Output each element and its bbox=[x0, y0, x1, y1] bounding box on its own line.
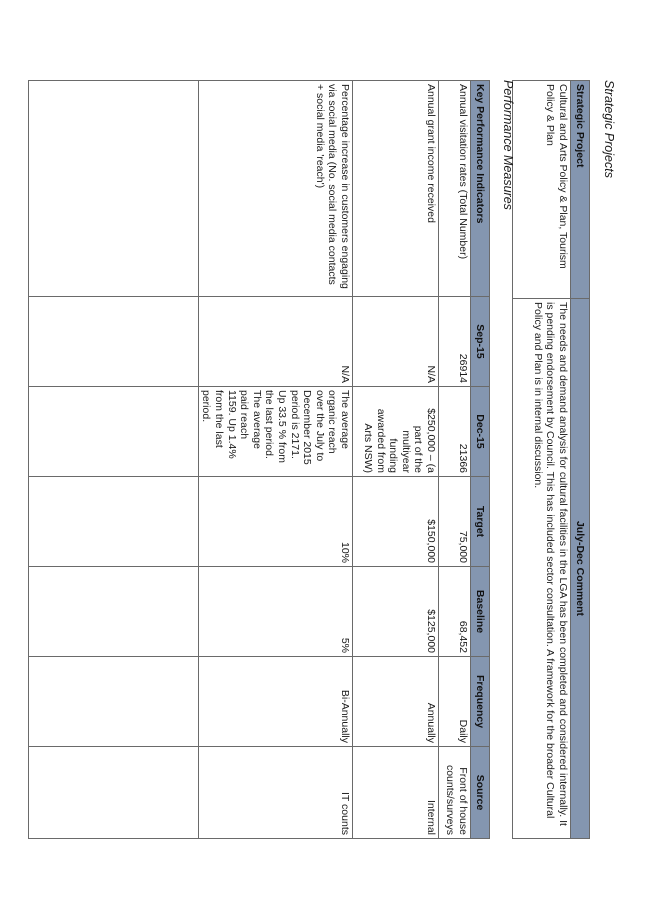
table-row bbox=[513, 81, 571, 839]
performance-measures-table bbox=[28, 80, 490, 839]
sep15-cell bbox=[28, 297, 198, 387]
frequency-cell: Daily bbox=[439, 657, 471, 747]
source-cell: IT counts bbox=[198, 747, 352, 839]
kpi-cell: Annual grant income received bbox=[353, 81, 439, 297]
baseline-cell: 68,452 bbox=[439, 567, 471, 657]
frequency-cell bbox=[28, 657, 198, 747]
header-july-dec-comment: July-Dec Comment bbox=[571, 299, 590, 839]
table-header-row bbox=[571, 81, 590, 839]
comment-cell: The needs and demand analysis for cultural facilities in the LGA has been completed and considered internally. It is pending endorsement by Council. This has included sector consultation. A framework for the broader Cultural Policy and Plan is in internal discussion. bbox=[513, 299, 571, 839]
baseline-cell bbox=[28, 567, 198, 657]
baseline-cell: 5% bbox=[198, 567, 352, 657]
source-cell: Internal bbox=[353, 747, 439, 839]
sep15-cell: N/A bbox=[198, 297, 352, 387]
table-row bbox=[353, 81, 439, 839]
header-kpi: Key Performance Indicators bbox=[471, 81, 490, 297]
header-baseline: Baseline bbox=[471, 567, 490, 657]
frequency-cell: Annually bbox=[353, 657, 439, 747]
header-dec-15: Dec-15 bbox=[471, 387, 490, 477]
table-header-row bbox=[471, 81, 490, 839]
strategic-project-cell: Cultural and Arts Policy & Plan, Tourism Policy & Plan bbox=[513, 81, 571, 299]
dec15-cell bbox=[28, 387, 198, 477]
table-row bbox=[28, 81, 198, 839]
source-cell: Front of house counts/surveys bbox=[439, 747, 471, 839]
table-row bbox=[439, 81, 471, 839]
kpi-cell: Percentage increase in customers engaging via social media (No. social media contacts + social media 'reach') bbox=[198, 81, 352, 297]
dec15-cell: The average organic reach over the July to December 2015 period is 2171. Up 33.5 % from the last period. The average paid reach 1159. Up 1.4% from the last period. bbox=[198, 387, 352, 477]
kpi-cell: Annual visitation rates (Total Number) bbox=[439, 81, 471, 297]
frequency-cell: Bi-Annually bbox=[198, 657, 352, 747]
header-sep-15: Sep-15 bbox=[471, 297, 490, 387]
header-strategic-project: Strategic Project bbox=[571, 81, 590, 299]
sep15-cell: N/A bbox=[353, 297, 439, 387]
target-cell bbox=[28, 477, 198, 567]
strategic-projects-table bbox=[512, 80, 590, 839]
dec15-cell: 21366 bbox=[439, 387, 471, 477]
header-source: Source bbox=[471, 747, 490, 839]
target-cell: 10% bbox=[198, 477, 352, 567]
sep15-cell: 26914 bbox=[439, 297, 471, 387]
header-frequency: Frequency bbox=[471, 657, 490, 747]
kpi-cell bbox=[28, 81, 198, 297]
performance-measures-heading: Performance Measures bbox=[501, 80, 515, 210]
header-target: Target bbox=[471, 477, 490, 567]
baseline-cell: $125,000 bbox=[353, 567, 439, 657]
target-cell: 75,000 bbox=[439, 477, 471, 567]
strategic-projects-heading: Strategic Projects bbox=[602, 80, 616, 178]
table-row bbox=[198, 81, 352, 839]
source-cell bbox=[28, 747, 198, 839]
target-cell: $150,000 bbox=[353, 477, 439, 567]
dec15-cell: $250,000 – (a part of the multiyear funding awarded from Arts NSW) bbox=[353, 387, 439, 477]
